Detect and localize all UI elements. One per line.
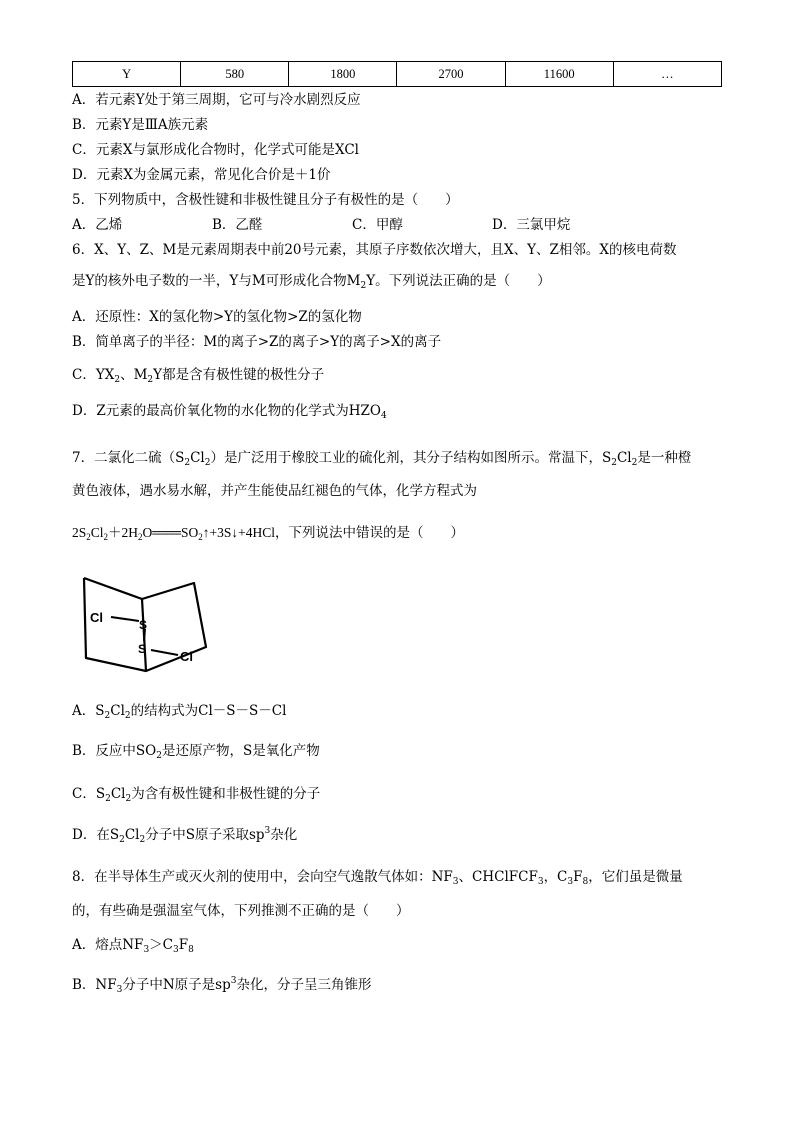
text: ＋2H [108, 525, 139, 540]
subscript: 8 [582, 877, 589, 887]
text: 杂化，分子呈三角锥形 [236, 977, 372, 993]
subscript: 2 [105, 794, 111, 804]
text: 7．二氯化二硫（S [72, 450, 185, 466]
text: ，它们虽是微量 [588, 869, 683, 885]
text: 的结构式为Cl－S－S－Cl [130, 703, 287, 719]
text: A．熔点NF [72, 937, 144, 953]
s-cl-bond [151, 650, 178, 655]
text: 是一种橙 [637, 450, 692, 466]
subscript: 3 [537, 877, 544, 887]
subscript: 2 [104, 711, 111, 721]
table-cell: 11600 [505, 62, 613, 87]
text: B．NF [72, 977, 117, 993]
subscript: 2 [147, 375, 154, 385]
q4-option-d: D．元素X为金属元素，常见化合价是＋1价 [72, 167, 331, 183]
atom-label-cl: Cl [180, 649, 193, 664]
q6-option-a: A．还原性：X的氢化物>Y的氢化物>Z的氢化物 [72, 309, 362, 325]
text: 2S [72, 525, 87, 540]
text: Cl [616, 450, 632, 466]
q8-option-a [72, 936, 194, 954]
text: 是还原产物，S是氧化产物 [161, 743, 320, 759]
q7-option-a [72, 702, 286, 720]
superscript: 3 [264, 826, 271, 836]
q6-option-b: B．简单离子的半径：M的离子>Z的离子>Y的离子>X的离子 [72, 334, 442, 350]
q4-option-a: A．若元素Y处于第三周期，它可与冷水剧烈反应 [72, 92, 361, 108]
q6-stem-line2 [72, 272, 551, 290]
text: 为含有极性键和非极性键的分子 [131, 786, 321, 802]
q6-stem-line1: 6．X、Y、Z、M是元素周期表中前20号元素，其原子序数依次增大，且X、Y、Z相邻。X的核电荷数 [72, 242, 677, 258]
text: Cl [124, 827, 140, 843]
text: B．反应中SO [72, 743, 157, 759]
q6-option-c [72, 366, 324, 384]
text: D．Z元素的最高价氧化物的水化物的化学式为HZO [72, 403, 381, 419]
text: F [178, 937, 189, 953]
text: ）是广泛用于橡胶工业的硫化剂，其分子结构如图所示。常温下，S [210, 450, 612, 466]
q7-option-c [72, 785, 320, 803]
table-cell: Y [73, 62, 181, 87]
table-cell: 2700 [397, 62, 505, 87]
subscript: 2 [156, 751, 162, 761]
subscript: 2 [124, 711, 131, 721]
table-cell: 580 [181, 62, 289, 87]
q5-option-b: B．乙醛 [212, 217, 263, 233]
q7-option-b [72, 742, 320, 760]
subscript: 4 [380, 411, 387, 421]
subscript: 2 [103, 532, 109, 542]
q4-option-b: B．元素Y是ⅢA族元素 [72, 117, 209, 133]
subscript: 2 [360, 281, 367, 291]
text: Y都是含有极性键的极性分子 [153, 367, 325, 383]
subscript: 2 [631, 458, 638, 468]
text: 杂化 [270, 827, 298, 843]
text: Y。下列说法正确的是（ ） [366, 273, 551, 289]
text: Cl [110, 786, 126, 802]
text: D．在S [72, 827, 120, 843]
q7-option-d [72, 826, 297, 844]
text: A．S [72, 703, 105, 719]
subscript: 2 [139, 835, 146, 845]
q5-option-c: C．甲醇 [352, 217, 403, 233]
text: 、CHClFCF [458, 869, 538, 885]
text: ↑+3S↓+4HCl，下列说法中错误的是（ ） [202, 525, 464, 540]
cl-s-bond [111, 617, 139, 621]
q6-option-d [72, 402, 387, 420]
text: Cl [110, 703, 125, 719]
ionization-table [72, 61, 722, 87]
table-cell: … [613, 62, 721, 87]
subscript: 2 [198, 532, 203, 542]
text: C．YX [72, 367, 115, 383]
table-row [73, 62, 722, 87]
text: Cl [90, 525, 104, 540]
subscript: 3 [452, 877, 459, 887]
text: Cl [190, 450, 205, 466]
q7-equation [72, 524, 464, 542]
atom-label-cl: Cl [90, 610, 103, 625]
atom-label-s: S [139, 618, 148, 632]
q4-option-c: C．元素X与氯形成化合物时，化学式可能是XCl [72, 142, 359, 158]
text: O═══SO [142, 525, 199, 540]
subscript: 3 [116, 985, 123, 995]
atom-label-s: S [138, 642, 147, 656]
text: F [573, 869, 583, 885]
text: 、M [120, 367, 148, 383]
q5-stem: 5．下列物质中，含极性键和非极性键且分子有极性的是（ ） [72, 192, 459, 208]
subscript: 2 [86, 532, 91, 542]
subscript: 3 [143, 945, 150, 955]
s2cl2-structure-figure [76, 573, 216, 677]
subscript: 2 [114, 375, 121, 385]
subscript: 3 [567, 877, 574, 887]
q7-stem-line1 [72, 449, 691, 467]
subscript: 2 [184, 458, 191, 468]
q5-option-d: D．三氯甲烷 [492, 217, 571, 233]
text: 分子中S原子采取sp [145, 827, 265, 843]
subscript: 8 [188, 945, 194, 955]
text: 8．在半导体生产或灭火剂的使用中，会向空气逸散气体如：NF [72, 869, 453, 885]
q7-stem-line2: 黄色液体，遇水易水解，并产生能使品红褪色的气体，化学方程式为 [72, 483, 477, 499]
q8-stem-line1 [72, 868, 683, 886]
subscript: 2 [125, 794, 132, 804]
q8-stem-line2: 的，有些确是强温室气体，下列推测不正确的是（ ） [72, 903, 410, 919]
subscript: 2 [611, 458, 617, 468]
text: ＞C [149, 937, 174, 953]
text: 是Y的核外电子数的一半，Y与M可形成化合物M [72, 273, 361, 289]
subscript: 3 [173, 945, 179, 955]
superscript: 3 [230, 976, 237, 986]
text: 分子中N原子是sp [122, 977, 231, 993]
subscript: 2 [138, 532, 143, 542]
subscript: 2 [204, 458, 211, 468]
text: C．S [72, 786, 106, 802]
q5-option-a: A．乙烯 [72, 217, 123, 233]
table-cell: 1800 [289, 62, 397, 87]
subscript: 2 [119, 835, 125, 845]
text: ，C [543, 869, 568, 885]
q8-option-b [72, 976, 371, 994]
